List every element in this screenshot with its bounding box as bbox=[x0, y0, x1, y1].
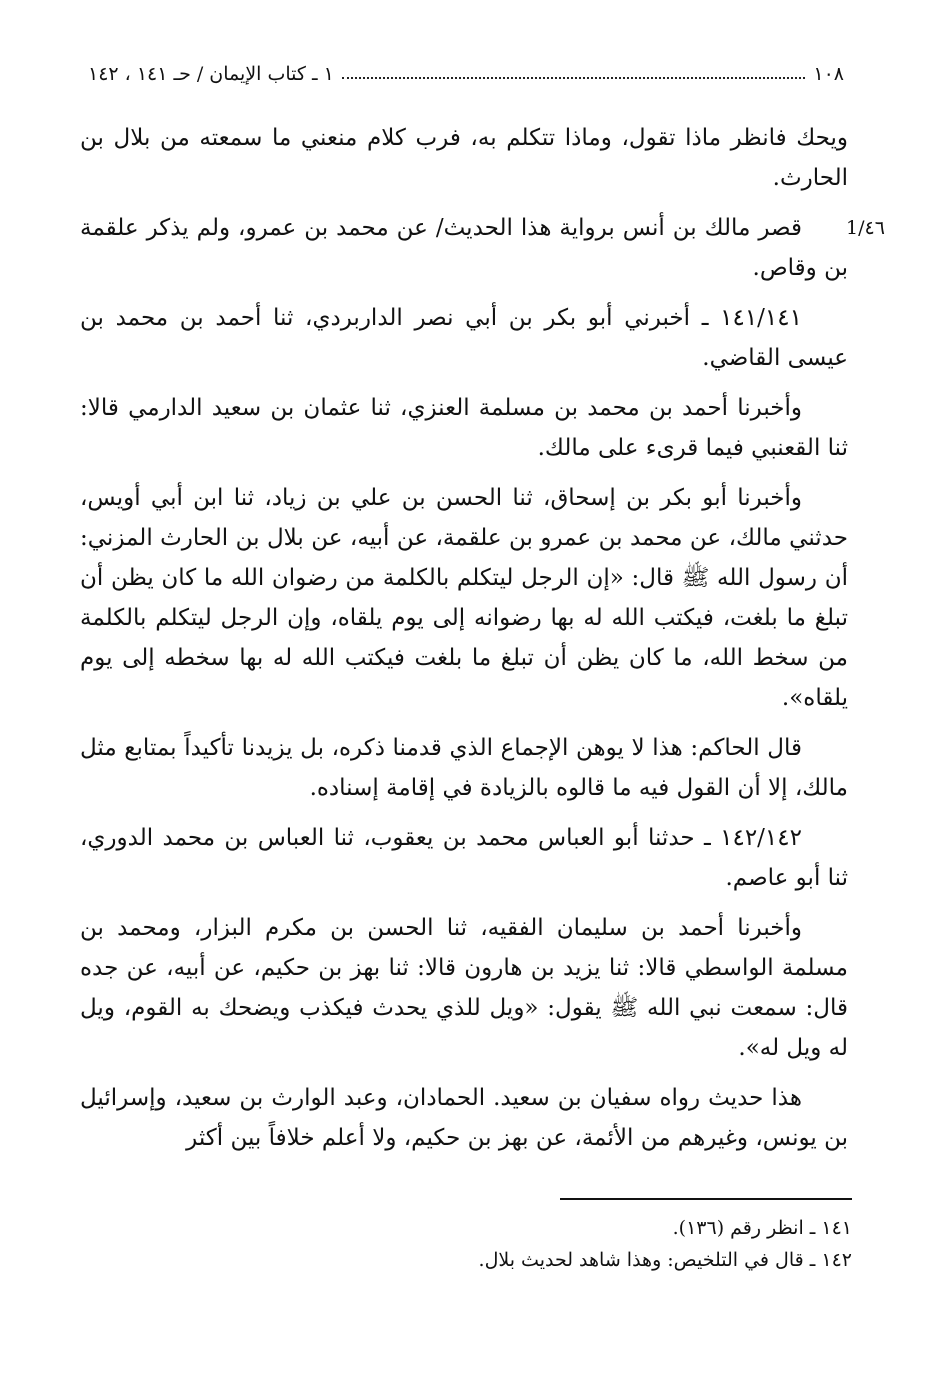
hadith-141-matn: وأخبرنا أبو بكر بن إسحاق، ثنا الحسن بن علي بن زياد، ثنا ابن أبي أويس، حدثني مالك، عن محمد بن عمرو بن علقمة، عن أبيه، عن بلال بن الحارث المزني: أن رسول الله ﷺ قال: «إن الرجل ليتكلم بالكلمة من رضوان الله ما كان يظن أن تبلغ ما بلغت، فيكتب الله له بها رضوانه إلى يوم يلقاه، وإن الرجل ليتكلم بالكلمة من سخط الله، ما كان يظن أن تبلغ ما بلغت فيكتب الله له بها سخطه إلى يوم يلقاه». bbox=[80, 485, 848, 711]
header-leader-dots bbox=[342, 77, 806, 79]
hakim-comment: قال الحاكم: هذا لا يوهن الإجماع الذي قدمنا ذكره، بل يزيدنا تأكيداً بمتابع مثل مالك، إلا أن القول فيه ما قالوه بالزيادة في إقامة إسناده. bbox=[80, 735, 848, 801]
footnotes bbox=[300, 1212, 852, 1276]
hadith-141-isnad-2: وأخبرنا أحمد بن محمد بن مسلمة العنزي، ثنا عثمان بن سعيد الدارمي قالا: ثنا القعنبي فيما قرىء على مالك. bbox=[80, 395, 848, 461]
margin-page-reference: 1/٤٦ bbox=[846, 217, 885, 239]
running-title: ١ ـ كتاب الإيمان / حـ ١٤١ ، ١٤٢ bbox=[88, 63, 334, 85]
hadith-141-isnad: ١٤١/١٤١ ـ أخبرني أبو بكر بن أبي نصر الداربردي، ثنا أحمد بن محمد بن عيسى القاضي. bbox=[80, 305, 848, 371]
paragraph-malik-note: قصر مالك بن أنس برواية هذا الحديث/ عن محمد بن عمرو، ولم يذكر علقمة بن وقاص. bbox=[80, 215, 848, 281]
hadith-142-isnad: ١٤٢/١٤٢ ـ حدثنا أبو العباس محمد بن يعقوب، ثنا العباس بن محمد الدوري، ثنا أبو عاصم. bbox=[80, 825, 848, 891]
page-number: ١٠٨ bbox=[813, 63, 844, 85]
footnote-142: ١٤٢ ـ قال في التلخيص: وهذا شاهد لحديث بلال. bbox=[478, 1249, 852, 1271]
footnote-separator bbox=[560, 1198, 852, 1200]
page-header bbox=[88, 58, 844, 90]
hadith-142-comment: هذا حديث رواه سفيان بن سعيد. الحمادان، وعبد الوارث بن سعيد، وإسرائيل بن يونس، وغيرهم من الأئمة، عن بهز بن حكيم، ولا أعلم خلافاً بين أكثر bbox=[80, 1085, 848, 1151]
main-text bbox=[80, 118, 848, 1168]
paragraph-continuation: ويحك فانظر ماذا تقول، وماذا تتكلم به، فرب كلام منعني ما سمعته من بلال بن الحارث. bbox=[80, 125, 848, 191]
footnote-141: ١٤١ ـ انظر رقم (١٣٦). bbox=[672, 1217, 852, 1239]
hadith-142-matn: وأخبرنا أحمد بن سليمان الفقيه، ثنا الحسن بن مكرم البزار، ومحمد بن مسلمة الواسطي قالا: ثنا يزيد بن هارون قالا: ثنا بهز بن حكيم، عن أبيه، عن جده قال: سمعت نبي الله ﷺ يقول: «ويل للذي يحدث فيكذب ويضحك به القوم، ويل له ويل له». bbox=[80, 915, 848, 1061]
